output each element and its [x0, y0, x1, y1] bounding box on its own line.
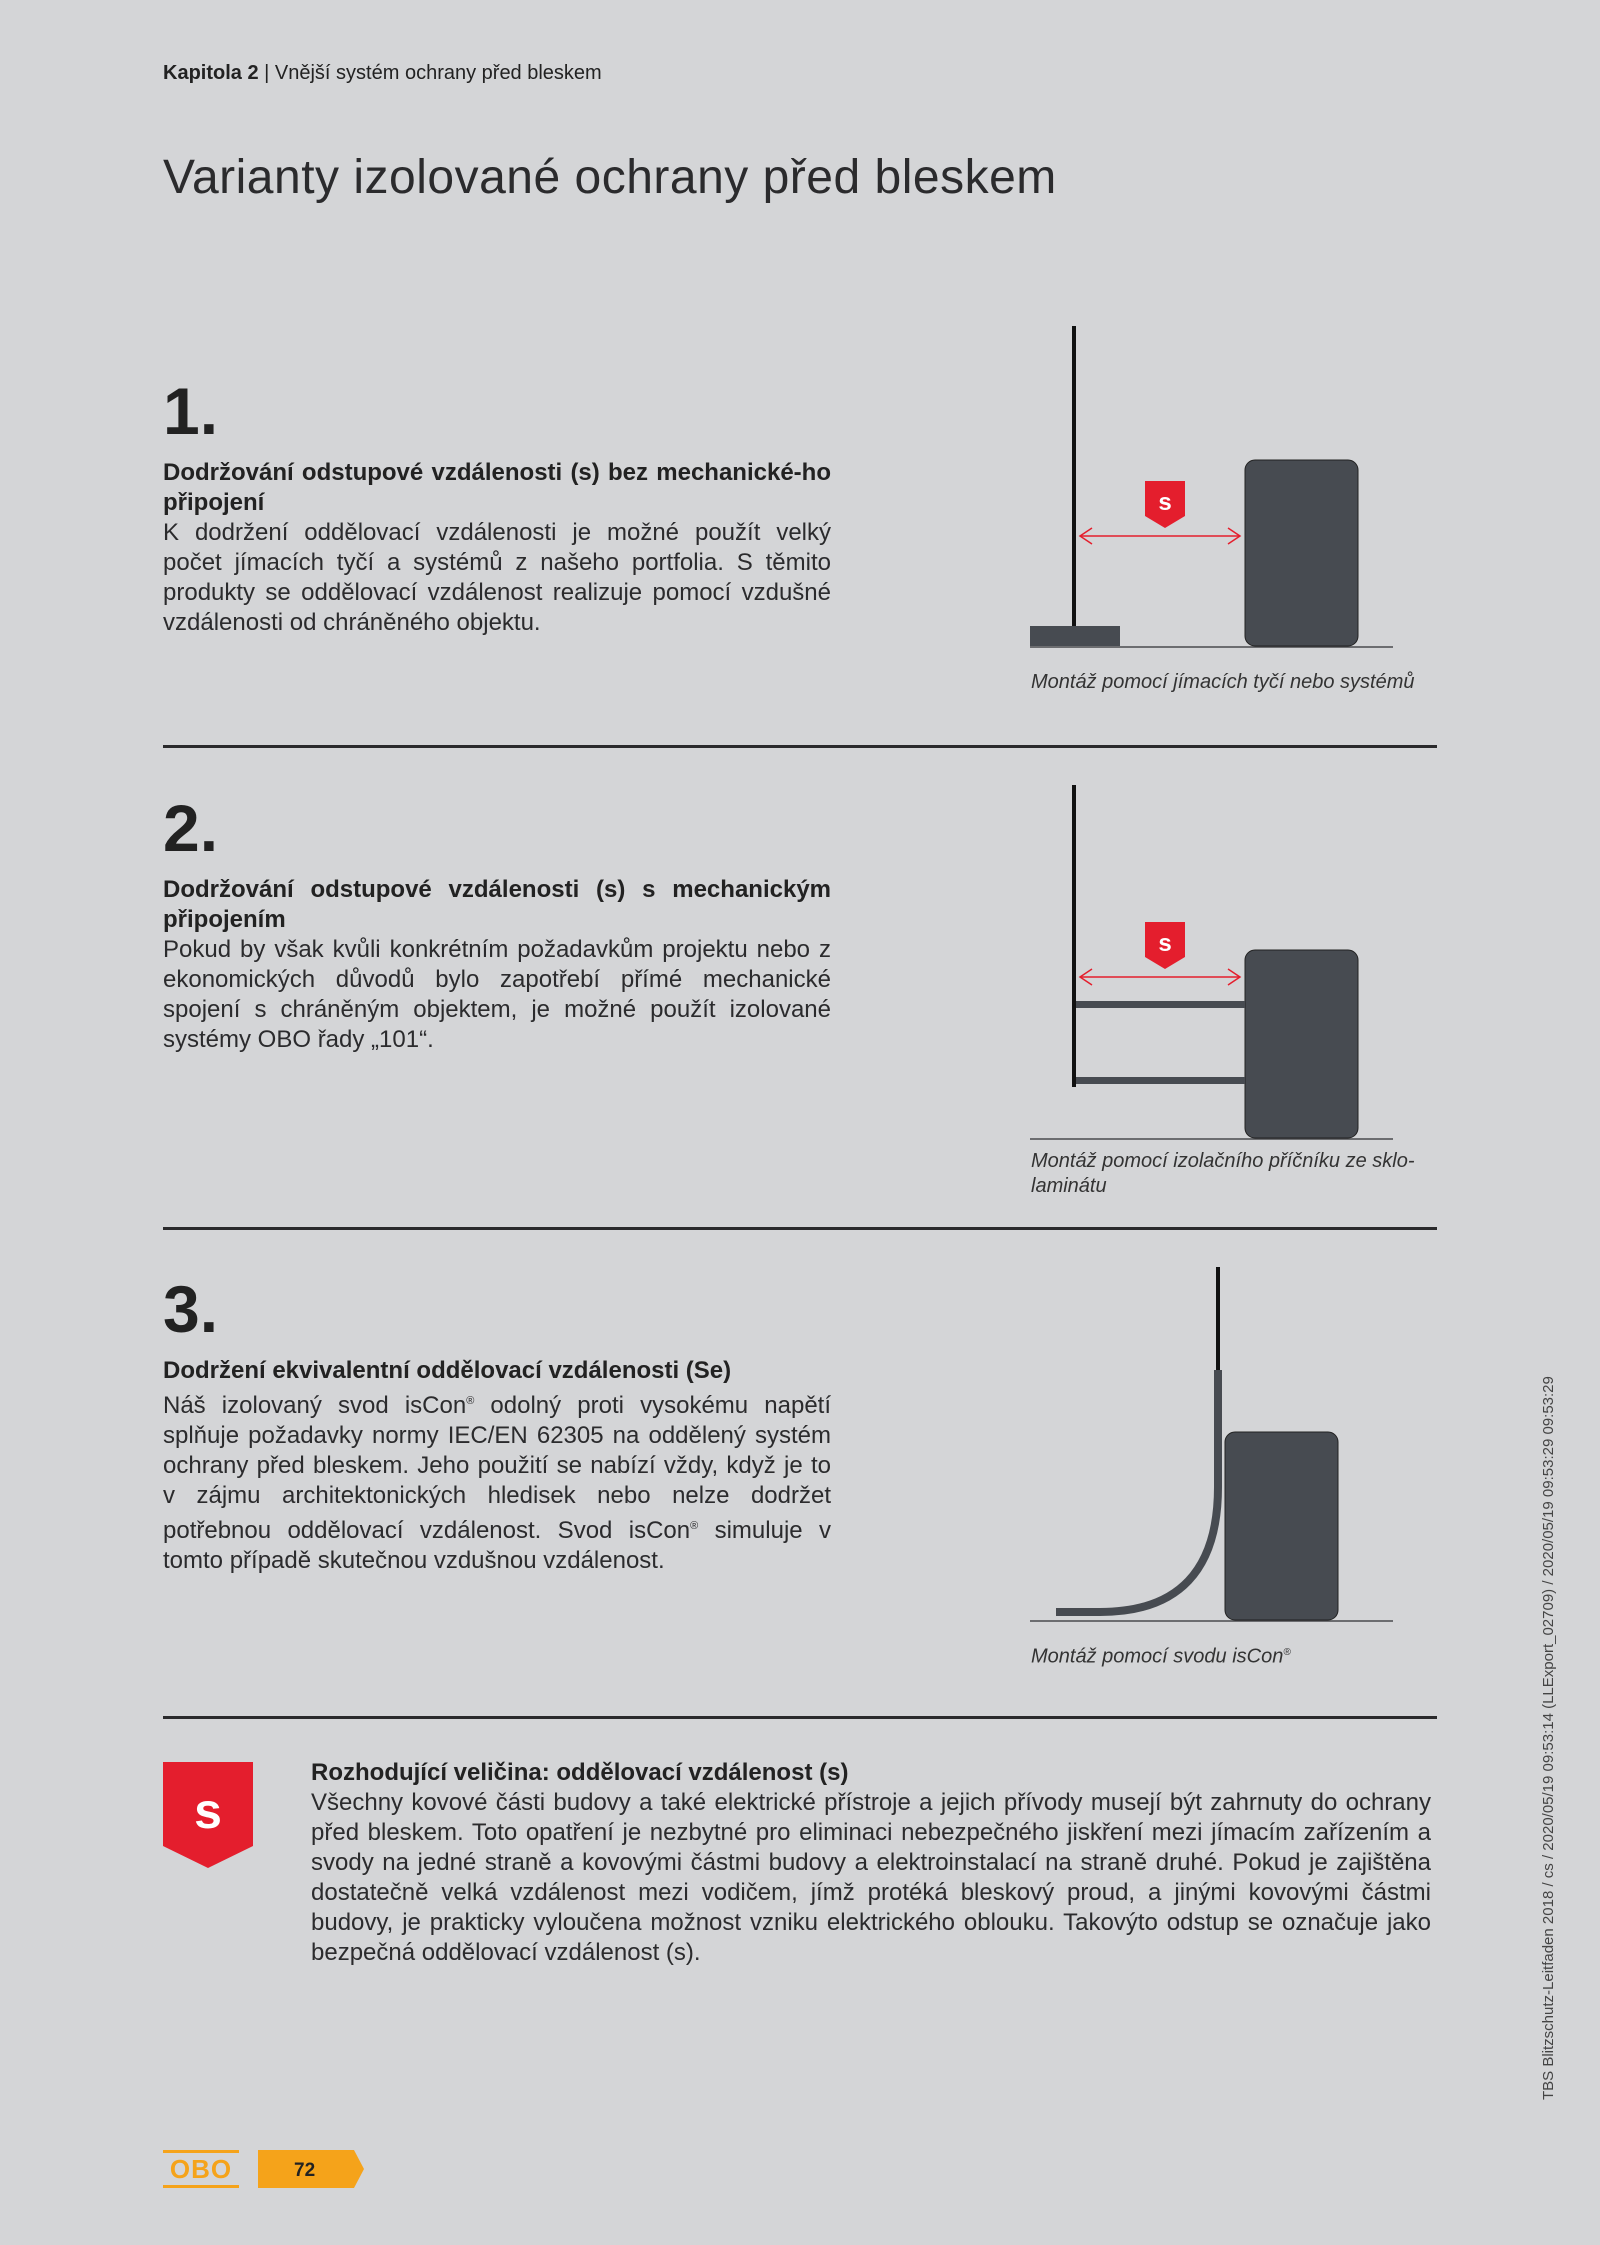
side-note: TBS Blitzschutz-Leitfaden 2018 / cs / 2020/05/19 09:53:14 (LLExport_02709) / 2020/05/19 09:53:29 09:53:29: [1540, 1376, 1557, 2100]
section-text: Pokud by však kvůli konkrétním požadavkům projektu nebo z ekonomických důvodů bylo zapotřebí přímé mechanické spojení s chráněným objektem, je možné použít izolované systémy OBO řady „101“.: [163, 936, 831, 1053]
page-title: Varianty izolované ochrany před bleskem: [163, 151, 1057, 204]
section-number: 2.: [163, 791, 219, 865]
section-3: [163, 1272, 831, 1576]
figure-caption: Montáž pomocí izolačního příčníku ze sklo-laminátu: [1031, 1150, 1415, 1197]
chapter-label: Kapitola 2: [163, 62, 259, 84]
page-number: 72: [294, 2160, 316, 2181]
section-number: 1.: [163, 374, 219, 448]
figure-2-insulated-bracket: [1000, 780, 1420, 1150]
info-heading: Rozhodující veličina: oddělovací vzdálenost (s): [311, 1759, 849, 1786]
section-text: K dodržení oddělovací vzdálenosti je možné použít velký počet jímacích tyčí a systémů z našeho portfolia. S těmito produkty se oddělovací vzdálenost realizuje pomocí vzdušné vzdálenosti od chráněného objektu.: [163, 519, 831, 636]
section-heading: Dodržování odstupové vzdálenosti (s) s mechanickým připojením: [163, 876, 831, 933]
section-number: 3.: [163, 1272, 219, 1346]
section-heading: Dodržení ekvivalentní oddělovací vzdálenosti (Se): [163, 1357, 732, 1384]
chapter-title: Vnější systém ochrany před bleskem: [274, 62, 602, 84]
chapter-header: [163, 62, 602, 85]
figure-badge: s: [1158, 489, 1172, 516]
page-number-tab: [258, 2150, 368, 2188]
section-divider: [163, 1227, 1437, 1230]
obo-logo: OBO: [163, 2150, 239, 2188]
figure-badge: s: [1158, 930, 1172, 957]
figure-caption: Montáž pomocí svodu isCon®: [1031, 1645, 1291, 1668]
figure-1-air-terminal-rods: [1000, 320, 1420, 660]
section-heading: Dodržování odstupové vzdálenosti (s) bez mechanické-ho připojení: [163, 459, 831, 516]
info-text: Všechny kovové části budovy a také elektrické přístroje a jejich přívody musejí být zahrnuty do ochrany před bleskem. Toto opatření je nezbytné pro eliminaci nebezpečného jiskření mezi jímacím zařízením a svody na jedné straně a kovovými částmi budovy a elektroinstalací na straně druhé. Pokud je zajištěna dostatečně velká vzdálenost mezi vodičem, jímž protéká bleskový proud, a jinými kovovými částmi budovy, je prakticky vyloučena možnost vzniku elektrického oblouku. Takovýto odstup se označuje jako bezpečná oddělovací vzdálenost (s).: [311, 1789, 1431, 1966]
section-divider: [163, 745, 1437, 748]
figure-caption: Montáž pomocí jímacích tyčí nebo systémů: [1031, 671, 1415, 693]
section-text: Náš izolovaný svod isCon® odolný proti vysokému napětí splňuje požadavky normy IEC/EN 62305 na oddělený systém ochrany před bleskem. Jeho použití se nabízí vždy, když je to v zájmu architektonických hledisek nebo nelze dodržet potřebnou oddělovací vzdálenost. Svod isCon® simuluje v tomto případě skutečnou vzdušnou vzdálenost.: [163, 1392, 831, 1574]
section-divider: [163, 1716, 1437, 1719]
info-box: [311, 1758, 1431, 1968]
figure-3-iscon-conductor: [1000, 1262, 1420, 1632]
chapter-separator: |: [264, 62, 275, 84]
section-2: [163, 791, 831, 1055]
info-badge-letter: s: [194, 1783, 222, 1839]
section-1: [163, 374, 831, 638]
info-badge: [163, 1762, 253, 1868]
